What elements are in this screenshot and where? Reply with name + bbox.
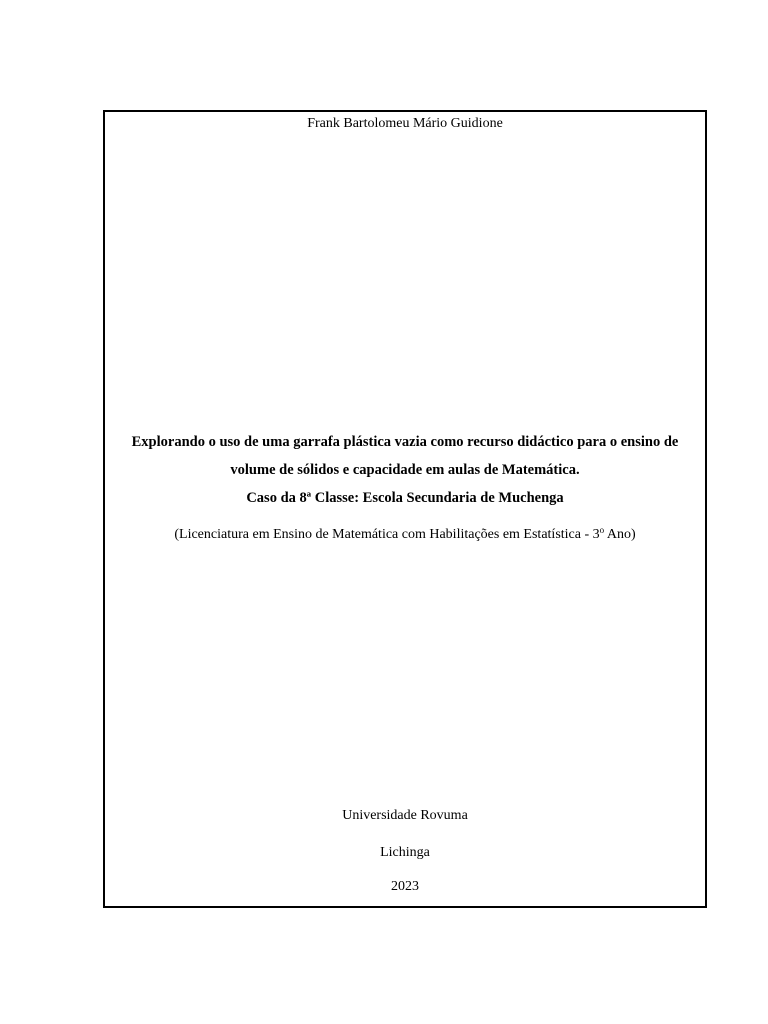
city-name: Lichinga [380,845,430,860]
course-ordinal-superscript: o [599,525,605,535]
course-year-text: Ano) [604,527,636,542]
cover-page-frame [103,110,707,908]
course-text: (Licenciatura em Ensino de Matemática com Habilitações em Estatística - 3 [174,527,600,542]
university-name: Universidade Rovuma [342,808,468,823]
document-title: Explorando o uso de uma garrafa plástica vazia como recurso didáctico para o ensino de volume de sólidos e capacidade em aulas de Matemática. [131,434,679,478]
course-line [105,527,705,543]
case-subtitle: Caso da 8ª Classe: Escola Secundaria de Muchenga [246,490,564,506]
author-name: Frank Bartolomeu Mário Guidione [307,116,503,131]
publication-year: 2023 [391,879,419,894]
